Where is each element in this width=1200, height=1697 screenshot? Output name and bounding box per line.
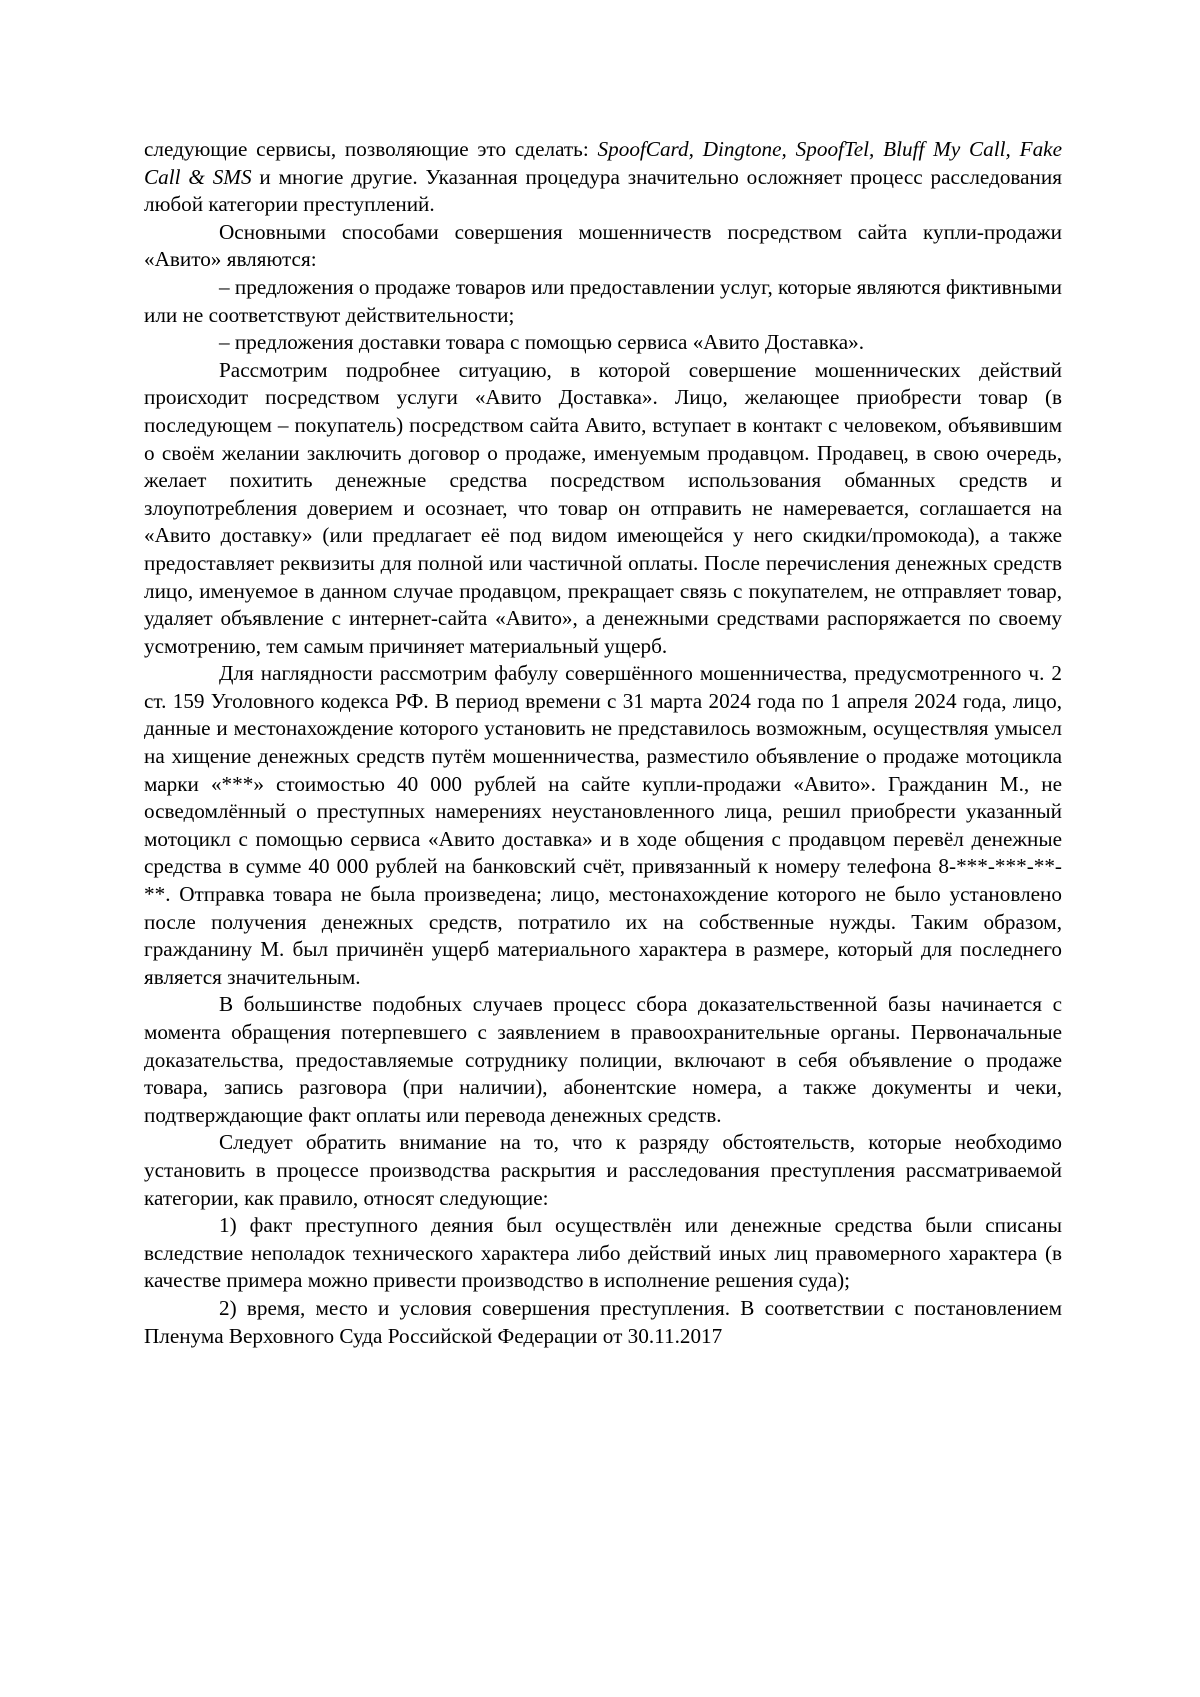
- paragraph-evidence-collection: В большинстве подобных случаев процесс сбора доказательственной базы начинается с момента обращения потерпевшего с заявлением в правоохранительные органы. Первоначальные доказательства, предоставляемые сотруднику полиции, включают в себя объявление о продаже товара, запись разговора (при наличии), абонентские номера, а также документы и чеки, подтверждающие факт оплаты или перевода денежных средств.: [144, 992, 1062, 1127]
- paragraph-circumstances-intro: Следует обратить внимание на то, что к разряду обстоятельств, которые необходимо установить в процессе производства раскрытия и расследования преступления рассматриваемой категории, как правило, относят следующие:: [144, 1130, 1062, 1210]
- paragraph-delivery-scheme: Рассмотрим подробнее ситуацию, в которой совершение мошеннических действий происходит посредством услуги «Авито Доставка». Лицо, желающее приобрести товар (в последующем – покупатель) посредством сайта Авито, вступает в контакт с человеком, объявившим о своём желании заключить договор о продаже, именуемым продавцом. Продавец, в свою очередь, желает похитить денежные средства посредством использования обманных средств и злоупотребления доверием и осознает, что товар он отправить не намеревается, соглашается на «Авито доставку» (или предлагает её под видом имеющейся у него скидки/промокода), а также предоставляет реквизиты для полной или частичной оплаты. После перечисления денежных средств лицо, именуемое в данном случае продавцом, прекращает связь с покупателем, не отправляет товар, удаляет объявление с интернет-сайта «Авито», а денежными средствами распоряжается по своему усмотрению, тем самым причиняет материальный ущерб.: [144, 357, 1062, 658]
- paragraph-spoofing-services: [144, 136, 1062, 219]
- paragraph-text: следующие сервисы, позволяющие это сделать:: [144, 137, 598, 161]
- paragraph-text: и многие другие. Указанная процедура значительно осложняет процесс расследования любой категории преступлений.: [144, 164, 1062, 217]
- service-names: SpoofCard, Dingtone, SpoofTel, Bluff My Call, Fake Call & SMS: [144, 137, 1062, 189]
- list-item-circumstance-1: 1) факт преступного деяния был осуществлён или денежные средства были списаны вследствие неполадок технического характера либо действий иных лиц правомерного характера (в качестве примера можно привести производство в исполнение решения суда);: [144, 1213, 1062, 1293]
- paragraph-main-methods: Основными способами совершения мошенничеств посредством сайта купли-продажи «Авито» являются:: [144, 219, 1062, 272]
- list-item-fictitious-offers: – предложения о продаже товаров или предоставлении услуг, которые являются фиктивными или не соответствуют действительности;: [144, 274, 1062, 327]
- list-item-circumstance-2: 2) время, место и условия совершения преступления. В соответствии с постановлением Пленума Верховного Суда Российской Федерации от 30.11.2017: [144, 1295, 1062, 1348]
- paragraph-case-example: Для наглядности рассмотрим фабулу совершённого мошенничества, предусмотренного ч. 2 ст. 159 Уголовного кодекса РФ. В период времени с 31 марта 2024 года по 1 апреля 2024 года, лицо, данные и местонахождение которого установить не представилось возможным, осуществляя умысел на хищение денежных средств путём мошенничества, разместило объявление о продаже мотоцикла марки «***» стоимостью 40 000 рублей на сайте купли-продажи «Авито». Гражданин М., не осведомлённый о преступных намерениях неустановленного лица, решил приобрести указанный мотоцикл с помощью сервиса «Авито доставка» и в ходе общения с продавцом перевёл денежные средства в сумме 40 000 рублей на банковский счёт, привязанный к номеру телефона 8-***-***-**-**. Отправка товара не была произведена; лицо, местонахождение которого не было установлено после получения денежных средств, потратило их на собственные нужды. Таким образом, гражданину М. был причинён ущерб материального характера в размере, который для последнего является значительным.: [144, 661, 1062, 989]
- document-page: [144, 136, 1062, 1350]
- list-item-delivery-offers: – предложения доставки товара с помощью сервиса «Авито Доставка».: [219, 330, 864, 355]
